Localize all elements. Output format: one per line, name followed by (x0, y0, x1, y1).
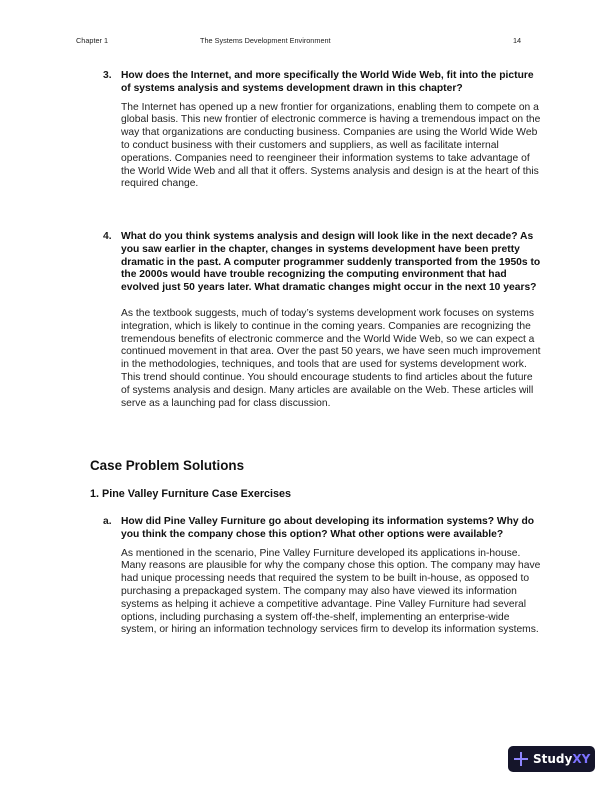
question-text: What do you think systems analysis and design will look like in the next decade? As you saw earlier in the chapter, changes in systems development have been pretty dramatic in the past. A computer programmer suddenly transported from the 1950s to the 2000s would have trouble recognizing the computing environment that had evolved just 50 years later. What dramatic changes might occur in the next 10 years? (121, 231, 541, 294)
question-4 (103, 231, 541, 410)
item-letter: a. (103, 516, 112, 527)
question-number: 3. (103, 70, 112, 81)
chapter-label: Chapter 1 (76, 36, 109, 45)
item-answer: As mentioned in the scenario, Pine Valley Furniture developed its applications in-house. Many reasons are plausible for why the company chose this option. The company may have had unique processing needs that required the system to be built in-house, as opposed to purchasing a prepackaged system. The company may also have viewed its information systems as helping it achieve a competitive advantage. Pine Valley Furniture had several options, including purchasing a system off-the-shelf, implementing an enterprise-wide system, or hiring an information technology services firm to develop its information systems. (121, 547, 541, 636)
subsection-title: 1. Pine Valley Furniture Case Exercises (90, 488, 292, 500)
brand-name-part1: Study (533, 752, 573, 766)
question-number: 4. (103, 231, 112, 242)
question-3 (103, 70, 541, 191)
case-item-a (103, 516, 541, 637)
answer-text: As the textbook suggests, much of today’s systems development work focuses on systems integration, which is likely to continue in the coming years. Companies are recognizing the tremendous benefits of electronic commerce and the World Wide Web, so we can expect a continued movement in that area. Over the past 50 years, we have seen much improvement in the methodologies, techniques, and tools that are used for systems development work. This trend should continue. You should encourage students to find articles about the future of systems analysis and design. Many articles are available on the Web. These articles will serve as a launching pad for class discussion. (121, 307, 541, 409)
answer-text: The Internet has opened up a new frontier for organizations, enabling them to compete on a global basis. This new frontier of electronic commerce is having a tremendous impact on the way that organizations are conducting business. Companies are using the World Wide Web to conduct business with their customers and suppliers, as well as facilitate internal operations. Companies need to reengineer their information systems to take advantage of the World Wide Web and all that it offers. Systems analysis and design is at the heart of this required change. (121, 101, 541, 190)
chapter-title: The Systems Development Environment (200, 36, 331, 45)
plus-icon (514, 752, 528, 766)
page-number: 14 (513, 36, 522, 45)
item-question: How did Pine Valley Furniture go about developing its information systems? Why do you think the company chose this option? What other options were available? (121, 516, 535, 540)
section-title: Case Problem Solutions (90, 458, 245, 473)
studyxy-badge[interactable] (508, 746, 595, 772)
brand-name-part2: XY (572, 752, 591, 766)
question-text: How does the Internet, and more specifically the World Wide Web, fit into the picture of systems analysis and systems development drawn in this chapter? (121, 70, 534, 94)
